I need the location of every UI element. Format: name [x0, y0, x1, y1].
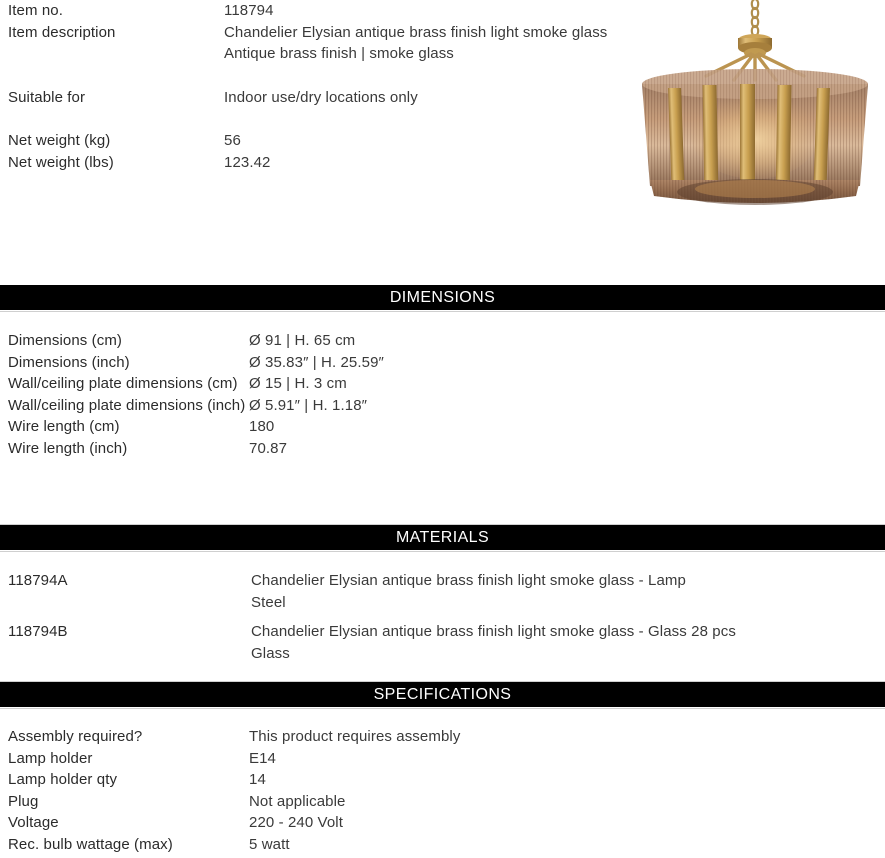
- table-row: [8, 22, 628, 65]
- divider: [0, 311, 885, 312]
- row-value: E14: [249, 749, 276, 767]
- row-value-main: Chandelier Elysian antique brass finish light smoke glass: [224, 23, 608, 41]
- specifications-table: [8, 726, 648, 855]
- spacer: [8, 108, 628, 130]
- row-value: Ø 15 | H. 3 cm: [249, 375, 347, 392]
- section-header-dimensions: [0, 285, 885, 310]
- divider: [0, 551, 885, 552]
- table-row: [8, 395, 648, 417]
- row-value: 220 - 240 Volt: [249, 814, 343, 831]
- section-header-materials: [0, 525, 885, 550]
- divider: [0, 708, 885, 709]
- table-row: [8, 791, 648, 813]
- table-row: [8, 87, 628, 109]
- table-row: [8, 812, 648, 834]
- spacer: [8, 65, 628, 87]
- chain: [752, 0, 758, 36]
- table-row: [8, 726, 648, 748]
- row-label: Item no.: [8, 2, 63, 19]
- row-label: Dimensions (inch): [8, 353, 130, 371]
- table-row: [8, 621, 878, 664]
- row-value: Ø 35.83″ | H. 25.59″: [249, 353, 384, 371]
- row-label: Wall/ceiling plate dimensions (inch): [8, 396, 246, 414]
- materials-table: [8, 570, 878, 672]
- table-row: [8, 352, 648, 374]
- row-value: 180: [249, 418, 275, 435]
- table-row: [8, 570, 878, 613]
- row-label: Assembly required?: [8, 728, 143, 745]
- row-label: Plug: [8, 792, 39, 810]
- table-row: [8, 152, 628, 174]
- row-label: 118794B: [8, 623, 68, 640]
- row-value: [224, 22, 628, 65]
- row-label: Item description: [8, 23, 116, 41]
- row-value-main: Chandelier Elysian antique brass finish light smoke glass - Glass 28 pcs: [251, 623, 736, 640]
- section-title: MATERIALS: [395, 528, 490, 546]
- section-header-specifications: [0, 682, 885, 707]
- table-row: [8, 330, 648, 352]
- row-value: 70.87: [249, 439, 288, 457]
- chandelier-illustration: [624, 0, 885, 215]
- table-row: [8, 748, 648, 770]
- row-value: Indoor use/dry locations only: [224, 88, 418, 106]
- row-value: [251, 621, 871, 664]
- row-value: Not applicable: [249, 792, 346, 810]
- table-row: [8, 0, 628, 22]
- row-value: This product requires assembly: [249, 728, 461, 745]
- row-label: Rec. bulb wattage (max): [8, 835, 173, 853]
- row-value: 5 watt: [249, 835, 290, 853]
- row-value: 56: [224, 132, 241, 149]
- row-label: 118794A: [8, 572, 68, 589]
- row-value-main: Chandelier Elysian antique brass finish light smoke glass - Lamp: [251, 572, 686, 589]
- table-row: [8, 769, 648, 791]
- identification-block: [8, 0, 628, 173]
- row-label: Wall/ceiling plate dimensions (cm): [8, 375, 238, 392]
- row-label: Suitable for: [8, 88, 86, 106]
- section-title: SPECIFICATIONS: [373, 685, 512, 703]
- row-value: 123.42: [224, 153, 271, 171]
- row-value: 14: [249, 771, 266, 788]
- table-row: [8, 438, 648, 460]
- section-title: DIMENSIONS: [389, 288, 496, 306]
- row-value-sub: Glass: [251, 644, 290, 662]
- row-label: Wire length (inch): [8, 439, 128, 457]
- row-value: 118794: [224, 2, 274, 19]
- row-value: Ø 5.91″ | H. 1.18″: [249, 396, 368, 414]
- row-label: Net weight (lbs): [8, 153, 114, 171]
- row-value-sub: Steel: [251, 593, 286, 611]
- row-label: Lamp holder qty: [8, 771, 118, 788]
- dimensions-table: [8, 330, 648, 459]
- row-label: Lamp holder: [8, 749, 93, 767]
- row-value: Ø 91 | H. 65 cm: [249, 332, 356, 349]
- row-label: Net weight (kg): [8, 132, 111, 149]
- table-row: [8, 373, 648, 395]
- row-label: Dimensions (cm): [8, 332, 123, 349]
- row-label: Voltage: [8, 814, 59, 831]
- row-value-sub: Antique brass finish | smoke glass: [224, 45, 454, 62]
- bottom-rim: [650, 179, 860, 205]
- product-image: [624, 0, 885, 215]
- table-row: [8, 130, 628, 152]
- row-value: [251, 570, 871, 613]
- table-row: [8, 834, 648, 856]
- table-row: [8, 416, 648, 438]
- row-label: Wire length (cm): [8, 418, 120, 435]
